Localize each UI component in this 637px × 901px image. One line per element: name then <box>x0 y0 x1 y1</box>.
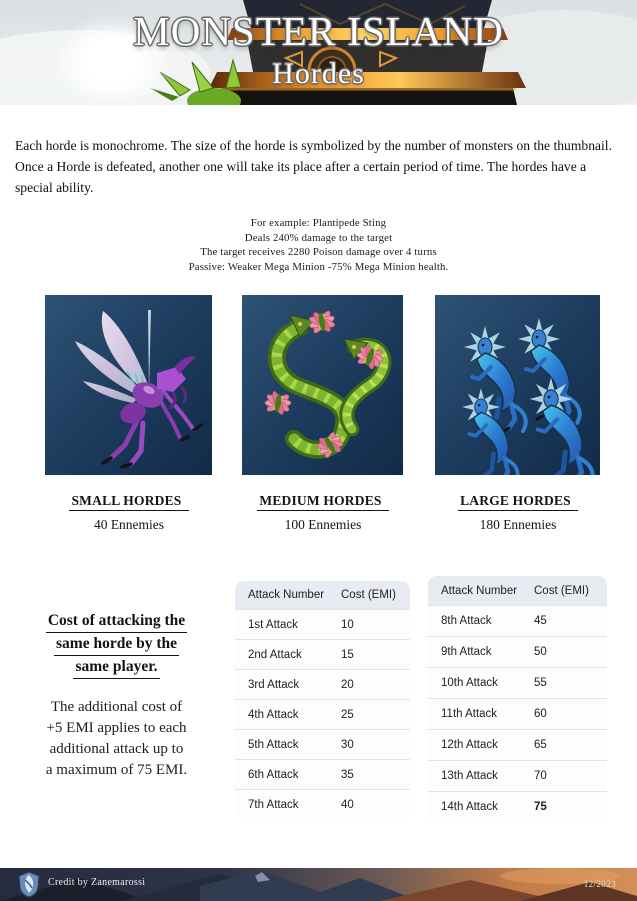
purple-winged-monster-image <box>45 295 212 475</box>
cost-cell: 40 <box>341 798 354 811</box>
cost-cell: 20 <box>341 678 354 691</box>
cost-cell: 15 <box>341 648 354 661</box>
cost-heading-text: same player. <box>73 656 159 679</box>
cost-cell: 10 <box>341 618 354 631</box>
intro-paragraph: Each horde is monochrome. The size of the horde is symbolized by the number of monsters on the thumbnail. Once a Horde is defeated, another one will take its place after a certain period of time. The hordes have a special ability. <box>15 138 612 195</box>
cost-cell: 45 <box>534 615 547 627</box>
attack-cost-table-1 <box>235 581 410 819</box>
horde-size-title <box>228 493 418 511</box>
horde-size-title-text: SMALL HORDES <box>69 493 188 511</box>
cost-cell: 55 <box>534 677 547 689</box>
footer-date: 12/2023 <box>583 879 616 889</box>
cost-heading-text: same horde by the <box>54 633 179 656</box>
medium-horde-label <box>228 493 418 533</box>
horde-enemy-count: 100 Ennemies <box>284 517 362 532</box>
cost-heading-line <box>10 633 223 656</box>
horde-enemy-count: 180 Ennemies <box>479 517 557 532</box>
cost-body <box>10 697 223 781</box>
cost-cell: 35 <box>341 768 354 781</box>
attack-cost-table-2 <box>428 576 607 822</box>
cost-body-line: additional attack up to <box>49 741 184 757</box>
example-line: For example: Plantipede Sting <box>250 217 387 229</box>
example-line: Deals 240% damage to the target <box>244 231 393 244</box>
blue-dragon-pack-image <box>435 295 600 475</box>
table-row <box>428 667 607 698</box>
cost-heading-text: Cost of attacking the <box>46 610 187 633</box>
horde-enemy-count: 40 Ennemies <box>93 517 165 532</box>
large-horde-thumbnail <box>435 295 600 475</box>
page-subtitle: Hordes <box>272 57 365 90</box>
attack-number-cell: 11th Attack <box>441 708 498 720</box>
cost-heading <box>10 610 223 679</box>
cost-cell: 65 <box>534 739 547 751</box>
table-row <box>235 609 410 639</box>
table-row <box>235 639 410 669</box>
table-header-row <box>235 581 410 609</box>
table-header-cost: Cost (EMI) <box>341 589 396 601</box>
horde-size-title-text: MEDIUM HORDES <box>257 493 388 511</box>
cost-cell: 60 <box>534 708 547 720</box>
cost-cell: 30 <box>341 738 354 751</box>
medium-horde-thumbnail <box>242 295 403 475</box>
cost-heading-line <box>10 656 223 679</box>
cost-body-line: The additional cost of <box>50 699 183 715</box>
attack-number-cell: 4th Attack <box>248 708 299 721</box>
attack-number-cell: 3rd Attack <box>248 678 300 691</box>
credit-text: Credit by Zanemarossi <box>48 877 146 888</box>
horde-size-title-text: LARGE HORDES <box>458 493 578 511</box>
cost-body-line: +5 EMI applies to each <box>46 720 187 736</box>
attack-number-cell: 2nd Attack <box>248 648 302 661</box>
footer-banner <box>0 868 637 901</box>
table-header-row <box>428 576 607 605</box>
shield-icon <box>17 871 41 898</box>
table-row <box>428 760 607 791</box>
cost-cell: 50 <box>534 646 547 658</box>
attack-number-cell: 12th Attack <box>441 739 498 751</box>
table-body <box>235 609 410 819</box>
horde-size-title <box>423 493 613 511</box>
example-block <box>0 216 637 274</box>
attack-number-cell: 10th Attack <box>441 677 498 689</box>
table-row <box>428 698 607 729</box>
green-plant-serpents-image <box>242 295 403 475</box>
attack-number-cell: 5th Attack <box>248 738 299 751</box>
table-row <box>235 699 410 729</box>
cost-cell: 70 <box>534 770 547 782</box>
example-line: The target receives 2280 Poison damage over 4 turns <box>200 246 437 258</box>
cost-heading-line <box>10 610 223 633</box>
table-body <box>428 605 607 822</box>
page-title: MONSTER ISLAND <box>133 8 504 54</box>
table-row <box>235 669 410 699</box>
cost-body-line: a maximum of 75 EMI. <box>45 762 188 778</box>
small-horde-label <box>34 493 224 533</box>
header-banner <box>0 0 637 105</box>
cost-cell: 25 <box>341 708 354 721</box>
small-horde-thumbnail <box>45 295 212 475</box>
table-row <box>428 791 607 822</box>
attack-number-cell: 13th Attack <box>441 770 498 782</box>
table-row <box>235 789 410 819</box>
cost-cell: 75 <box>534 801 547 813</box>
horde-size-title <box>34 493 224 511</box>
attack-number-cell: 7th Attack <box>248 798 299 811</box>
example-line: Passive: Weaker Mega Minion -75% Mega Minion health. <box>188 260 449 273</box>
table-row <box>235 729 410 759</box>
large-horde-label <box>423 493 613 533</box>
table-row <box>428 605 607 636</box>
cost-section <box>10 610 223 781</box>
table-row <box>235 759 410 789</box>
table-row <box>428 636 607 667</box>
attack-number-cell: 1st Attack <box>248 618 298 631</box>
attack-number-cell: 8th Attack <box>441 615 492 627</box>
table-header-attack-number: Attack Number <box>441 584 518 597</box>
table-row <box>428 729 607 760</box>
attack-number-cell: 6th Attack <box>248 768 299 781</box>
table-header-cost: Cost (EMI) <box>534 584 589 597</box>
attack-number-cell: 14th Attack <box>441 801 498 813</box>
attack-number-cell: 9th Attack <box>441 646 492 658</box>
table-header-attack-number: Attack Number <box>248 589 325 601</box>
